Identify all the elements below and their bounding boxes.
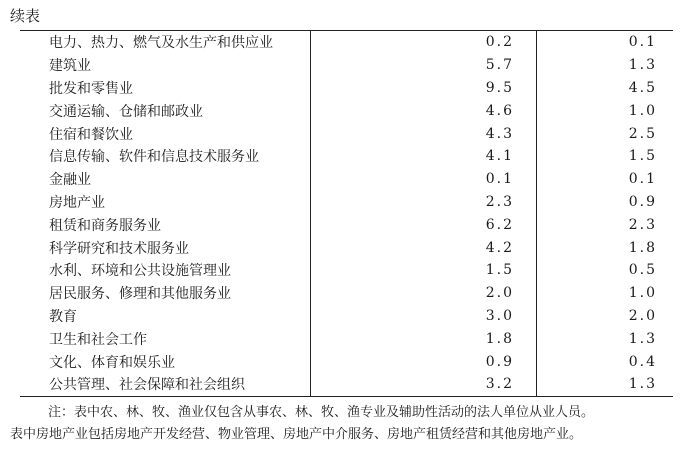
table-row	[20, 77, 673, 100]
value-col-1: 4.2	[311, 236, 537, 259]
value-col-2: 1.3	[628, 57, 657, 74]
value-col-2: 1.5	[628, 148, 657, 165]
industry-name: 信息传输、软件和信息技术服务业	[20, 145, 311, 168]
value-col-1: 1.8	[311, 327, 537, 350]
value-col-2: 1.0	[628, 285, 657, 302]
industry-name: 房地产业	[20, 191, 311, 214]
table-row	[20, 168, 673, 191]
table-row	[20, 191, 673, 214]
value-col-1: 6.2	[311, 213, 537, 236]
value-col-2: 2.3	[628, 216, 657, 233]
value-col-1: 0.2	[311, 31, 537, 54]
value-col-1: 0.9	[311, 350, 537, 373]
value-col-2: 2.0	[628, 307, 657, 324]
value-col-1: 4.6	[311, 99, 537, 122]
value-col-1: 9.5	[311, 77, 537, 100]
industry-name: 居民服务、修理和其他服务业	[20, 282, 311, 305]
value-col-2: 0.9	[628, 193, 657, 210]
value-col-2: 0.5	[628, 262, 657, 279]
table-row	[20, 305, 673, 328]
industry-name: 交通运输、仓储和邮政业	[20, 99, 311, 122]
value-col-1: 3.2	[311, 373, 537, 396]
table-row	[20, 373, 673, 396]
table-row	[20, 122, 673, 145]
value-col-1: 5.7	[311, 54, 537, 77]
table-row	[20, 350, 673, 373]
footnote-line-1: 注：表中农、林、牧、渔业仅包含从事农、林、牧、渔专业及辅助性活动的法人单位从业人员。	[48, 405, 595, 420]
table-row	[20, 99, 673, 122]
table-row	[20, 236, 673, 259]
industry-name: 教育	[20, 305, 311, 328]
industry-name: 金融业	[20, 168, 311, 191]
value-col-2: 1.3	[628, 330, 657, 347]
value-col-2: 1.3	[628, 376, 657, 393]
value-col-2: 2.5	[628, 125, 657, 142]
industry-name: 批发和零售业	[20, 77, 311, 100]
industry-name: 卫生和社会工作	[20, 327, 311, 350]
value-col-2: 1.0	[628, 102, 657, 119]
footnote-line-2: 表中房地产业包括房地产开发经营、物业管理、房地产中介服务、房地产租赁经营和其他房地产业。	[10, 427, 583, 442]
value-col-1: 0.1	[311, 168, 537, 191]
industry-name: 住宿和餐饮业	[20, 122, 311, 145]
table-row	[20, 145, 673, 168]
value-col-1: 2.3	[311, 191, 537, 214]
value-col-2: 0.1	[628, 171, 657, 188]
table-caption: 续表	[10, 7, 41, 25]
value-col-2: 4.5	[628, 79, 657, 96]
table-row	[20, 259, 673, 282]
industry-name: 电力、热力、燃气及水生产和供应业	[20, 31, 311, 54]
industry-name: 公共管理、社会保障和社会组织	[20, 373, 311, 396]
value-col-2: 0.1	[628, 34, 657, 51]
table-row	[20, 213, 673, 236]
value-col-2: 1.8	[628, 239, 657, 256]
value-col-1: 4.1	[311, 145, 537, 168]
table-row	[20, 282, 673, 305]
table-row	[20, 54, 673, 77]
value-col-1: 4.3	[311, 122, 537, 145]
industry-name: 建筑业	[20, 54, 311, 77]
industry-name: 租赁和商务服务业	[20, 213, 311, 236]
value-col-1: 2.0	[311, 282, 537, 305]
value-col-1: 3.0	[311, 305, 537, 328]
industry-name: 科学研究和技术服务业	[20, 236, 311, 259]
table-row	[20, 327, 673, 350]
value-col-2: 0.4	[628, 353, 657, 370]
data-table	[20, 30, 673, 397]
industry-name: 水利、环境和公共设施管理业	[20, 259, 311, 282]
value-col-1: 1.5	[311, 259, 537, 282]
industry-name: 文化、体育和娱乐业	[20, 350, 311, 373]
table-row	[20, 31, 673, 54]
